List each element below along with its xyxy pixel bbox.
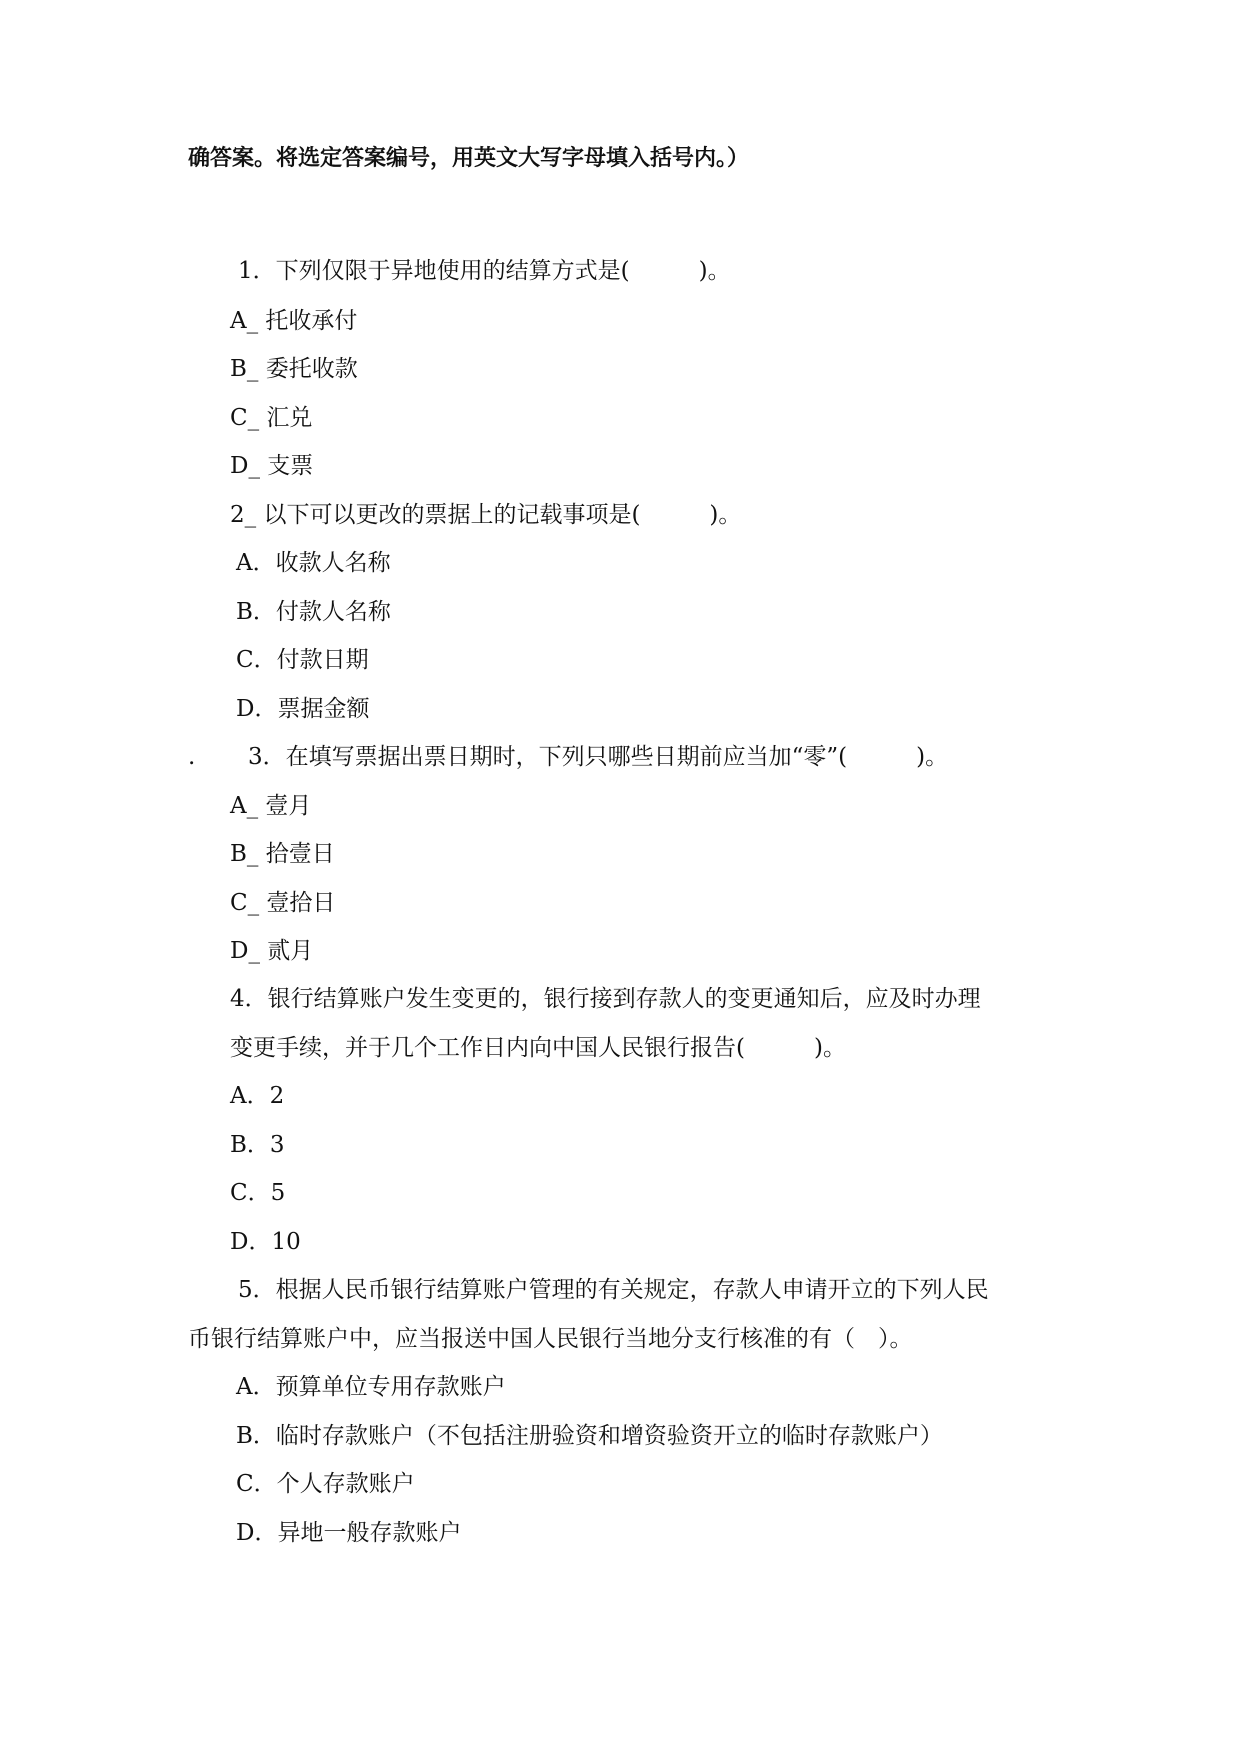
question-4-option-b: B．3 (230, 1132, 285, 1158)
question-3-option-c: C_ 壹拾日 (230, 890, 336, 916)
question-2-option-c: C．付款日期 (236, 647, 369, 673)
question-3-stem: 3．在填写票据出票日期时，下列只哪些日期前应当加“零”( )。 (248, 744, 949, 770)
question-3-option-a: A_ 壹月 (230, 793, 312, 819)
question-4-stem-line-2: 变更手续，并于几个工作日内向中国人民银行报告( )。 (230, 1035, 846, 1061)
question-1-option-d: D_ 支票 (230, 453, 314, 479)
question-5-stem-line-2: 币银行结算账户中，应当报送中国人民银行当地分支行核准的有（ ）。 (188, 1326, 913, 1352)
question-2-stem: 2_ 以下可以更改的票据上的记载事项是( )。 (230, 502, 742, 528)
question-2-option-b: B．付款人名称 (236, 599, 391, 625)
question-5-option-c: C．个人存款账户 (236, 1471, 415, 1497)
question-3-marker: . (188, 744, 196, 770)
question-1-option-a: A_ 托收承付 (230, 308, 358, 334)
question-4-option-c: C．5 (230, 1180, 286, 1206)
question-5-option-b: B．临时存款账户（不包括注册验资和增资验资开立的临时存款账户） (236, 1423, 943, 1449)
question-4-stem-line-1: 4．银行结算账户发生变更的，银行接到存款人的变更通知后，应及时办理 (230, 986, 981, 1012)
question-2-option-d: D．票据金额 (236, 696, 370, 722)
question-4-option-a: A．2 (230, 1083, 285, 1109)
instructions-text: 确答案。将选定答案编号，用英文大写字母填入括号内。） (188, 146, 750, 171)
question-3-option-d: D_ 贰月 (230, 938, 314, 964)
question-3-option-b: B_ 拾壹日 (230, 841, 335, 867)
question-1-option-b: B_ 委托收款 (230, 356, 358, 382)
question-1-option-c: C_ 汇兑 (230, 405, 313, 431)
question-5-stem-line-1: 5．根据人民币银行结算账户管理的有关规定，存款人申请开立的下列人民 (238, 1277, 989, 1303)
question-5-option-d: D．异地一般存款账户 (236, 1520, 462, 1546)
question-2-option-a: A．收款人名称 (236, 550, 391, 576)
question-5-option-a: A．预算单位专用存款账户 (236, 1374, 506, 1400)
question-1-stem: 1．下列仅限于异地使用的结算方式是( )。 (238, 258, 731, 284)
question-4-option-d: D．10 (230, 1229, 301, 1255)
